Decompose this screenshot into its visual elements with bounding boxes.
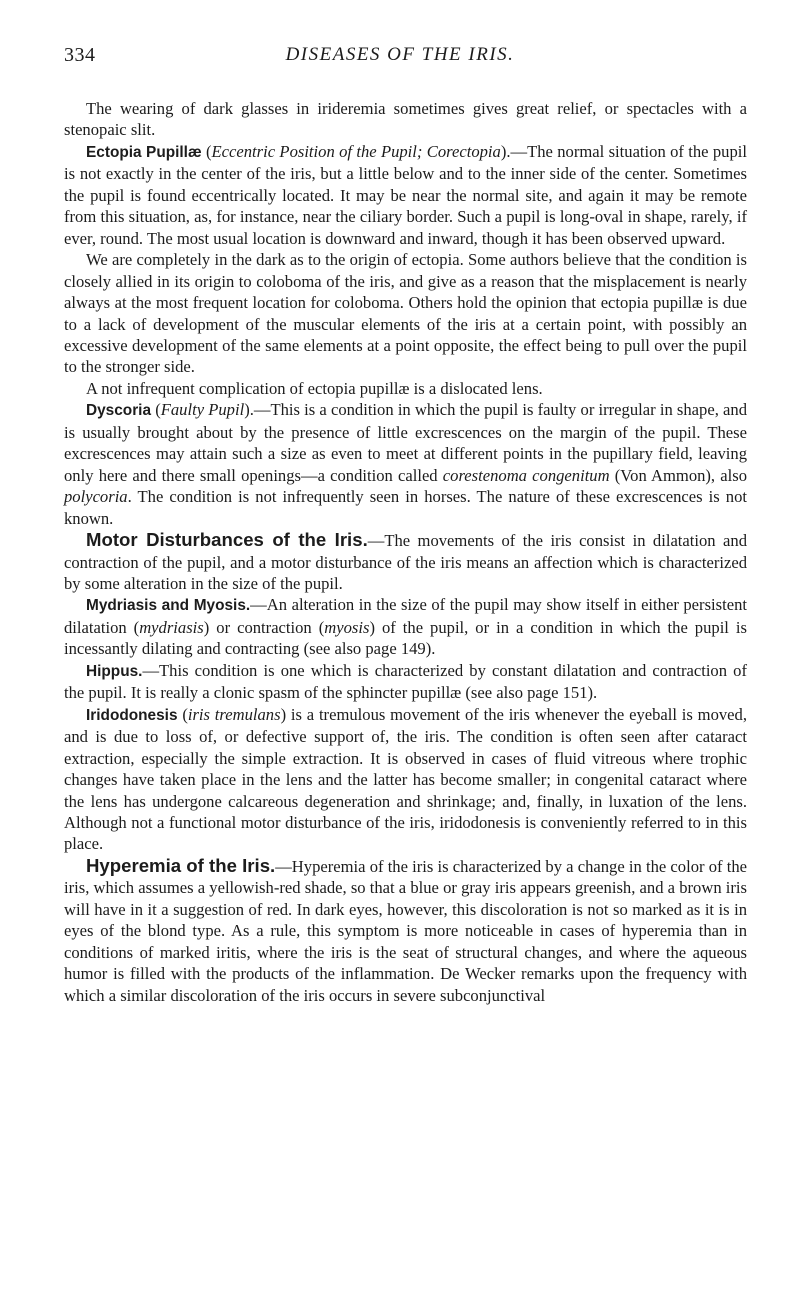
italic-term: mydriasis — [139, 617, 204, 637]
paragraph-text: We are completely in the dark as to the origin of ectopia. Some authors believe that the condition is closely allied in its origin to coloboma of the iris, and give as a reason that the misplacement is nearly always at the most frequent location for coloboma. Others hold the opinion that ectopia pupillæ is due to a lack of development of the muscular elements of the iris at a certain point, with possibly an excessive development of the same elements at a point opposite, the effect being to pull over the pupil to the stronger side. — [64, 250, 747, 377]
paragraph-hippus — [64, 660, 747, 704]
section-heading: Ectopia Pupillæ — [86, 143, 202, 161]
paragraph-text: ) or contraction ( — [203, 617, 325, 637]
punctuation: ( — [201, 141, 212, 161]
punctuation: ( — [177, 704, 188, 724]
paragraph-text: ) of the pupil, or in a condition in which the pupil is incessantly dilating and contracting (see also page 149). — [64, 617, 747, 659]
paragraph-ectopia-origin — [64, 249, 747, 378]
paragraph-text: —The movements of the iris consist in dilatation and contraction of the pupil, and a motor disturbance of the iris means an affection which is characterized by some alteration in the size of the pupil. — [64, 531, 747, 593]
section-heading: Hyperemia of the Iris. — [86, 854, 276, 876]
page-number: 334 — [64, 44, 96, 66]
paragraph-dyscoria — [64, 399, 747, 529]
italic-term: corestenoma congenitum — [442, 465, 610, 485]
paragraph-text: The normal situation of the pupil is not exactly in the center of the iris, but a little below and to the inner side of the center. Sometimes the pupil is found eccentrically located. It may be near the normal site, and again it may be remote from this situation, as, for instance, near the ciliary border. Such a pupil is long-oval in shape, rarely, if ever, round. The most usual location is downward and inward, though it has been observed upward. — [64, 141, 747, 248]
paragraph-text: is a tremulous movement of the iris whenever the eyeball is moved, and is due to loss of, or defective support of, the iris. The condition is often seen after cataract extraction, especially the simple extraction. It is observed in cases of fluid vitreous where trophic changes have taken place in the lens and the latter has become smaller; in congenital cataract where the lens has undergone calcareous degeneration and shrinkage; and, finally, in luxation of the lens. Although not a functional motor disturbance of the iris, iridodonesis is conveniently referred to in this place. — [64, 704, 747, 854]
punctuation: ).— — [244, 400, 271, 420]
paragraph-iridodonesis — [64, 704, 747, 855]
page-header — [64, 44, 736, 68]
paragraph-text: —An alteration in the size of the pupil may show itself in either persistent dilatation ( — [64, 595, 747, 637]
section-subtitle: iris tremulans — [187, 704, 281, 724]
italic-term: myosis — [324, 617, 370, 637]
paragraph-motor-disturbances — [64, 529, 747, 594]
paragraph-text: —Hyperemia of the iris is characterized by a change in the color of the iris, which assumes a yellowish-red shade, so that a blue or gray iris appears greenish, and a brown iris will have in it a suggestion of red. In dark eyes, however, this discoloration is not so marked as it is in eyes of the blond type. As a rule, this symptom is more noticeable in cases of hyperemia than in conditions of marked iritis, where the iris is the seat of structural changes, and where the aqueous humor is filled with the products of the inflammation. De Wecker remarks upon the frequency with which a similar discoloration of the iris occurs in severe subconjunctival — [64, 856, 747, 1005]
section-subtitle: Faulty Pupil — [160, 400, 245, 420]
paragraph-hyperemia — [64, 855, 747, 1006]
section-heading: Iridodonesis — [86, 706, 178, 724]
paragraph-text: This is a condition in which the pupil is faulty or irregular in shape, and is usually brought about by the presence of little excrescences on the margin of the pupil. These excrescences may attain such a size as even to meet at different points in the pupillary field, leaving only here and there small openings—a condition called — [64, 400, 747, 485]
paragraph-ectopia-complication — [64, 378, 747, 399]
section-heading: Hippus. — [86, 662, 143, 680]
punctuation: ).— — [500, 141, 528, 161]
paragraph-text: —This condition is one which is characterized by constant dilatation and contraction of the pupil. It is really a clonic spasm of the sphincter pupillæ (see also page 151). — [64, 660, 747, 703]
paragraph-glasses — [64, 98, 747, 141]
paragraph-text: (Von Ammon), also — [609, 465, 747, 485]
paragraph-text: The wearing of dark glasses in irideremia sometimes gives great relief, or spectacles with a stenopaic slit. — [64, 99, 747, 140]
running-title: DISEASES OF THE IRIS. — [285, 44, 515, 65]
section-heading: Mydriasis and Myosis. — [86, 597, 251, 615]
italic-term: polycoria — [64, 487, 128, 507]
paragraph-ectopia-pupillae — [64, 141, 747, 249]
section-subtitle: Eccentric Position of the Pupil; Corectopia — [211, 141, 501, 161]
page-body — [64, 98, 747, 1006]
punctuation: ( — [151, 400, 161, 420]
paragraph-mydriasis-myosis — [64, 594, 747, 659]
section-heading: Dyscoria — [86, 402, 152, 420]
punctuation: ) — [280, 704, 287, 724]
paragraph-text: A not infrequent complication of ectopia pupillæ is a dislocated lens. — [86, 378, 543, 398]
paragraph-text: . The condition is not infrequently seen in horses. The nature of these excrescences is not known. — [64, 487, 747, 528]
section-heading: Motor Disturbances of the Iris. — [86, 529, 368, 551]
